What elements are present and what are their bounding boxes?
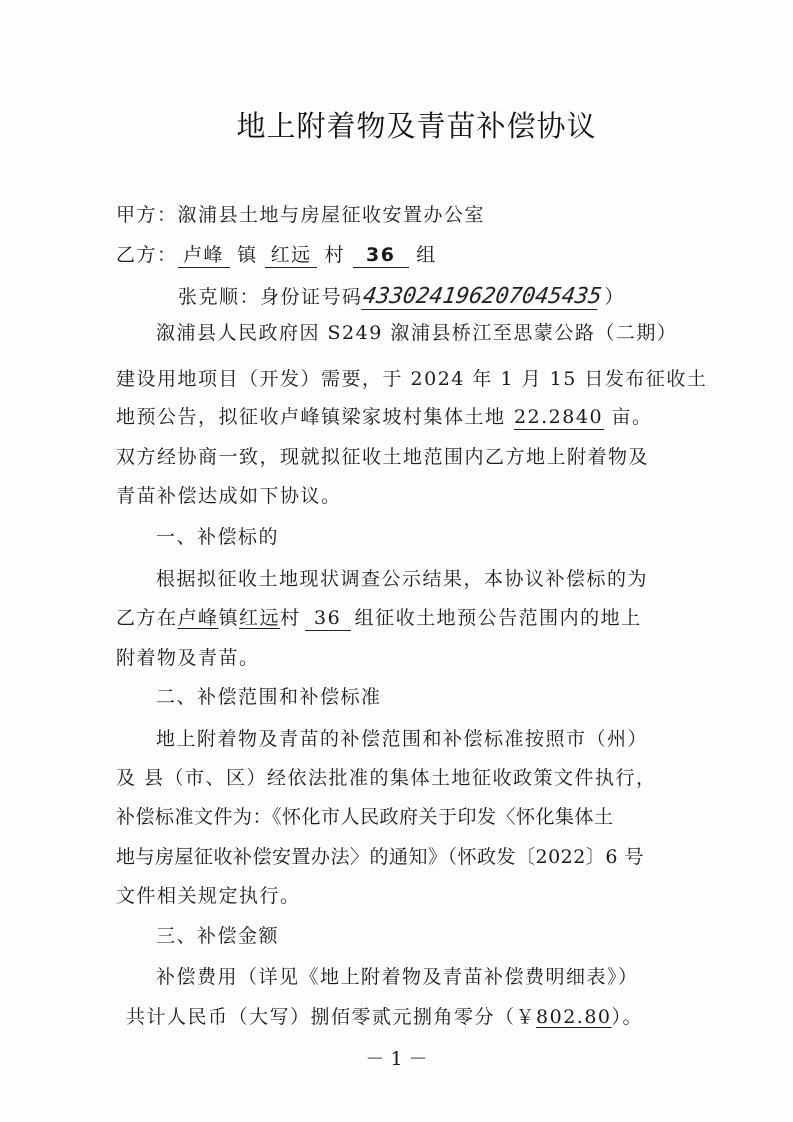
- party-b-village-suffix: 村: [324, 244, 346, 266]
- paragraph-1-line-4: 双方经协商一致，现就拟征收土地范围内乙方地上附着物及: [116, 446, 650, 468]
- party-b-group-suffix: 组: [416, 244, 437, 266]
- land-area: 22.2840: [513, 406, 604, 428]
- section-3-line-1: 补偿费用（详见《地上附着物及青苗补偿费明细表》）: [156, 966, 639, 988]
- document-title: 地上附着物及青苗补偿协议: [236, 109, 597, 143]
- s3-l2-text-a: 共计人民币（大写）捌佰零贰元捌角零分（￥: [126, 1006, 537, 1028]
- section-1-line-2: [116, 603, 676, 633]
- party-a-line: [116, 200, 676, 230]
- party-b-label: 乙方：: [116, 244, 178, 266]
- person-sep: ：: [239, 286, 261, 308]
- section-2-line-1: 地上附着物及青苗的补偿范围和补偿标准按照市（州）: [156, 728, 649, 750]
- section-2-line-2: 及 县（市、区）经依法批准的集体土地征收政策文件执行，: [116, 767, 657, 789]
- paragraph-1-line-3: [116, 402, 676, 432]
- compensation-amount: 802.80: [536, 1006, 612, 1028]
- id-close: ）: [604, 286, 626, 308]
- s1-l2-text-a: 乙方在: [116, 607, 178, 629]
- party-a-label: 甲方：: [116, 204, 178, 226]
- id-label: 身份证号码: [260, 286, 363, 308]
- section-2-line-4: 地与房屋征收补偿安置办法〉的通知》（怀政发〔2022〕6 号: [116, 846, 644, 868]
- section-1-line-3: 附着物及青苗。: [116, 647, 260, 669]
- paragraph-1-line-2: 建设用地项目（开发）需要，于 2024 年 1 月 15 日发布征收土: [116, 368, 708, 390]
- paragraph-1-line-1: 溆浦县人民政府因 S249 溆浦县桥江至思蒙公路（二期）: [156, 322, 678, 344]
- id-number: 433024196207045435: [360, 284, 603, 309]
- party-b-village: 红远: [265, 243, 317, 268]
- section-3-line-2: [126, 1002, 686, 1032]
- s1-l2-text-c: 村: [280, 607, 301, 629]
- person-id-line: [178, 282, 738, 312]
- s1-l2-text-b: 镇: [218, 607, 240, 629]
- section-2-line-5: 文件相关规定执行。: [116, 885, 301, 907]
- s3-l2-text-b: ）。: [611, 1006, 644, 1028]
- s1-l2-text-d: 组征收土地预公告范围内的地上: [354, 607, 642, 629]
- section-1-heading: 一、补偿标的: [156, 526, 280, 548]
- party-b-group: 36: [353, 243, 409, 268]
- party-b-town: 卢峰: [178, 243, 230, 268]
- s1-l2-town: 卢峰: [177, 607, 219, 629]
- person-name: 张克顺: [178, 286, 240, 308]
- section-2-line-3: 补偿标准文件为：《怀化市人民政府关于印发〈怀化集体土: [116, 806, 614, 828]
- p1-l3-text-a: 地预公告，拟征收卢峰镇梁家坡村集体土地: [116, 406, 506, 428]
- section-3-heading: 三、补偿金额: [156, 925, 280, 947]
- paragraph-1-line-5: 青苗补偿达成如下协议。: [116, 485, 342, 507]
- party-a-name: 溆浦县土地与房屋征收安置办公室: [177, 204, 486, 226]
- section-2-heading: 二、补偿范围和补偿标准: [156, 686, 382, 708]
- p1-l3-text-b: 亩。: [611, 406, 653, 428]
- page-number: － 1 －: [365, 1048, 428, 1070]
- s1-l2-village: 红远: [239, 607, 281, 629]
- party-b-town-suffix: 镇: [237, 244, 258, 266]
- party-b-line: [116, 240, 676, 270]
- section-1-line-1: 根据拟征收土地现状调查公示结果，本协议补偿标的为: [156, 568, 649, 590]
- s1-l2-group: 36: [305, 606, 351, 631]
